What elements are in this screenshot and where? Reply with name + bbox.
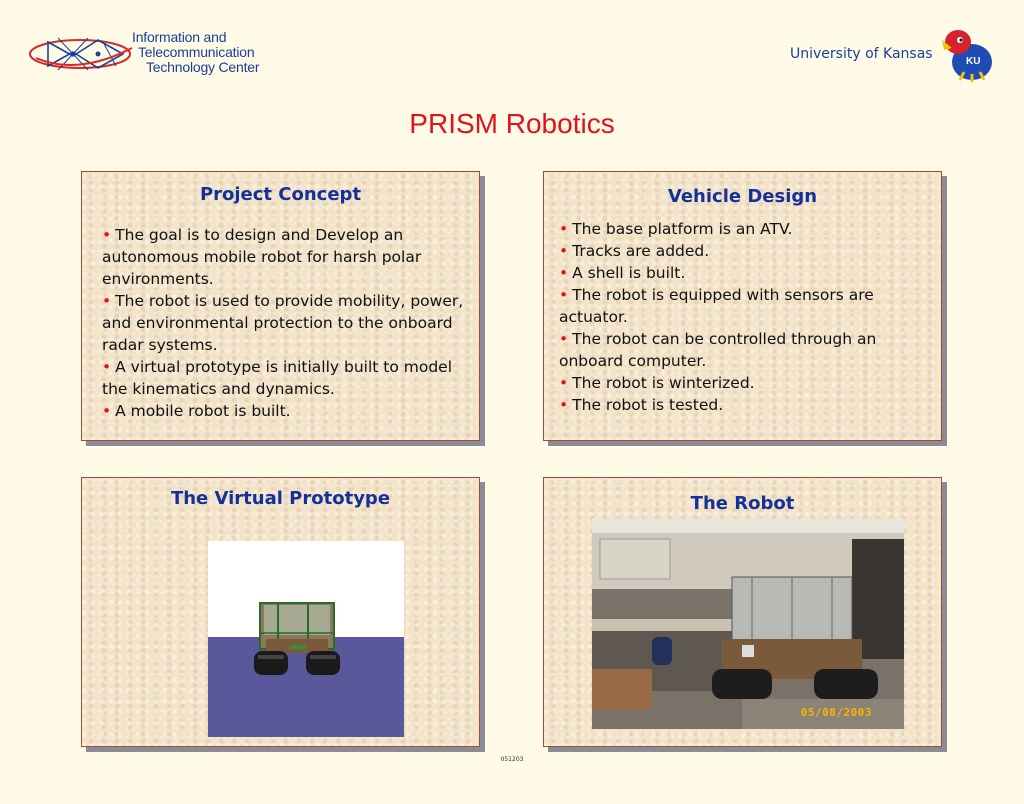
bullet-icon: •	[102, 402, 112, 420]
list-item	[559, 218, 934, 240]
bullet-icon: •	[559, 242, 569, 260]
bullet-text: A virtual prototype is initially built to model the kinematics and dynamics.	[102, 358, 453, 398]
vehicle-design-title: Vehicle Design	[667, 186, 818, 207]
bullet-text: The robot is equipped with sensors are actuator.	[559, 286, 874, 326]
itc-line-2: Telecommunication	[138, 44, 255, 60]
list-item	[559, 372, 934, 394]
jayhawk-mascot-icon	[938, 26, 998, 82]
list-item	[559, 284, 934, 328]
bullet-icon: •	[559, 286, 569, 304]
list-item	[102, 356, 467, 400]
bullet-text: The robot is tested.	[572, 396, 724, 414]
virtual-prototype-title: The Virtual Prototype	[170, 488, 391, 509]
list-item	[559, 262, 934, 284]
bullet-icon: •	[559, 264, 569, 282]
bullet-icon: •	[102, 226, 112, 244]
university-name: University of Kansas	[790, 46, 933, 62]
bullet-text: The robot can be controlled through an onboard computer.	[559, 330, 877, 370]
list-item	[102, 224, 467, 290]
bullet-text: A mobile robot is built.	[115, 402, 291, 420]
project-concept-panel	[81, 171, 480, 441]
jayhawk-ku-text: KU	[966, 56, 981, 67]
robot-photo	[592, 519, 904, 729]
bullet-icon: •	[559, 220, 569, 238]
bullet-icon: •	[559, 330, 569, 348]
itc-network-logo-icon	[28, 32, 138, 80]
list-item	[102, 290, 467, 356]
page-title: PRISM Robotics	[409, 108, 615, 139]
bullet-text: The robot is used to provide mobility, power, and environmental protection to the onboard radar systems.	[102, 292, 464, 354]
bullet-text: Tracks are added.	[572, 242, 710, 260]
itc-logo-text	[132, 30, 259, 75]
project-concept-list	[102, 224, 467, 422]
list-item	[559, 240, 934, 262]
bullet-icon: •	[559, 374, 569, 392]
robot-panel	[543, 477, 942, 747]
project-concept-title: Project Concept	[199, 184, 362, 205]
virtual-prototype-panel	[81, 477, 480, 747]
robot-lab-photo-image	[592, 519, 904, 729]
itc-logo	[28, 28, 268, 84]
list-item	[102, 400, 467, 422]
footer-code: 051203	[500, 756, 524, 763]
vehicle-design-list	[559, 218, 934, 416]
list-item	[559, 328, 934, 372]
bullet-icon: •	[102, 292, 112, 310]
robot-title: The Robot	[690, 493, 795, 514]
itc-line-1: Information and	[132, 29, 227, 45]
list-item	[559, 394, 934, 416]
bullet-text: The base platform is an ATV.	[572, 220, 793, 238]
bullet-text: A shell is built.	[572, 264, 686, 282]
bullet-text: The goal is to design and Develop an autonomous mobile robot for harsh polar environments.	[102, 226, 422, 288]
itc-line-3: Technology Center	[146, 59, 260, 75]
bullet-icon: •	[559, 396, 569, 414]
photo-date-stamp: 05/08/2003	[800, 706, 872, 719]
vehicle-design-panel	[543, 171, 942, 441]
bullet-text: The robot is winterized.	[572, 374, 755, 392]
virtual-prototype-image	[208, 541, 404, 737]
bullet-icon: •	[102, 358, 112, 376]
